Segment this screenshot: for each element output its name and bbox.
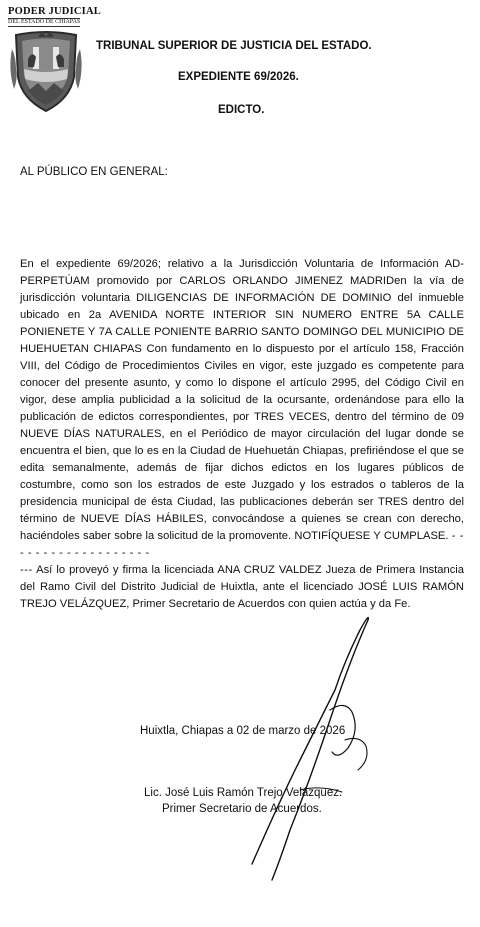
document-type: EDICTO. [218,104,265,116]
signatory-name: Lic. José Luis Ramón Trejo Velázquez. [144,787,343,799]
court-logo [8,6,101,114]
coat-of-arms-icon [8,29,84,115]
logo-title: PODER JUDICIAL [8,6,101,17]
court-heading: TRIBUNAL SUPERIOR DE JUSTICIA DEL ESTADO. [96,40,372,52]
separator-dashes: - - - - - - - - - - - - - - - - - - - [20,530,464,559]
logo-subtitle: DEL ESTADO DE CHIAPAS [8,19,81,25]
main-paragraph [20,256,464,562]
signatory-title: Primer Secretario de Acuerdos. [162,803,322,815]
main-paragraph-text: En el expediente 69/2026; relativo a la Jurisdicción Voluntaria de Información AD-PERPETÚAM promovido por CARLOS ORLANDO JIMENEZ MADRIDen la vía de jurisdicción voluntaria DILIGENCIAS DE INFORMACIÓN DE DOMINIO del inmueble ubicado en 2a AVENIDA NORTE INTERIOR SIN NUMERO ENTRE 5A CALLE PONIENETE Y 7A CALLE PONIENTE BARRIO SANTO DOMINGO DEL MUNICIPIO DE HUEHUETAN CHIAPAS Con fundamento en lo dispuesto por el artículo 158, Fracción VIII, del Código de Procedimientos Civiles en vigor, este juzgado es competente para conocer del presente asunto, y como lo dispone el artículo 2995, del Código Civil en vigor, dese amplia publicidad a la solicitud de la ocursante, ordenándose para ello la publicación de edictos correspondientes, por TRES VECES, dentro del término de 09 NUEVE DÍAS NATURALES, en el Periódico de mayor circulación del lugar donde se encuentra el bien, que lo es en la Ciudad de Huehuetán Chiapas, prefiriéndose el que se edita semanalmente, además de fijar dichos edictos en los lugares públicos de costumbre, como son los estrados de este Juzgado y los estrados o tableros de la presidencia municipal de ésta Ciudad, las publicaciones deberán ser TRES dentro del término de NUEVE DÍAS HÁBILES, convocándose a quienes se crean con derecho, haciéndoles saber sobre la solicitud de la promovente. NOTIFÍQUESE Y CUMPLASE. [20,258,464,542]
closing-paragraph [20,562,464,613]
greeting: AL PÚBLICO EN GENERAL: [20,166,168,178]
leading-dashes: --- [20,564,33,576]
date-line: Huixtla, Chiapas a 02 de marzo de 2026 [140,725,346,737]
closing-paragraph-text: Así lo proveyó y firma la licenciada ANA CRUZ VALDEZ Jueza de Primera Instancia del Ramo Civil del Distrito Judicial de Huixtla, ante el licenciado JOSÉ LUIS RAMÓN TREJO VELÁZQUEZ, Primer Secretario de Acuerdos con quien actúa y da Fe. [20,564,464,610]
case-number: EXPEDIENTE 69/2026. [178,71,299,83]
edict-body [20,256,464,613]
